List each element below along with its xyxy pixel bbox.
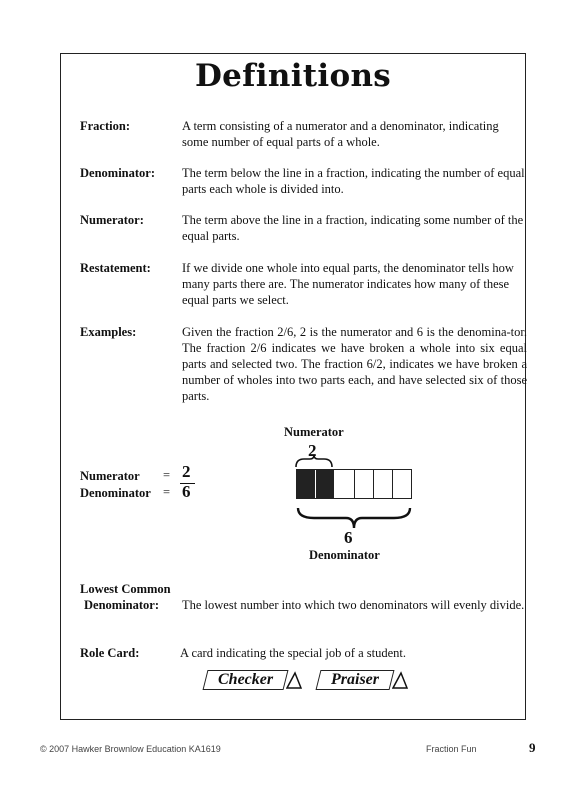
bar-cell [335,470,354,498]
definition-denominator: The term below the line in a fraction, indicating the number of equal parts each whole is divided into. [182,166,525,196]
term-lowest-common: Lowest Common [80,582,171,596]
definition-examples: Given the fraction 2/6, 2 is the numerator and 6 is the denomina-tor. The fraction 2/6 indicates we have broken a whole into six equal parts and selected two. The fraction 6/2, indicates we have broken a number of wholes into two parts each, and have selected six of those parts. [182,325,527,403]
fraction-denominator-value: 6 [182,482,191,501]
definition-fraction: A term consisting of a numerator and a denominator, indicating some number of equal parts of a whole. [182,119,499,149]
term-role-card: Role Card: [80,646,140,660]
footer-book-title: Fraction Fun [426,744,477,754]
fraction-denominator-label: Denominator [80,486,151,500]
bar-cell-selected [297,470,316,498]
diagram-denominator-value: 6 [344,528,353,547]
bar-cell [374,470,393,498]
bar-cell-selected [316,470,335,498]
equals-sign: = [163,468,171,482]
bar-cell [393,470,411,498]
diagram-numerator-value: 2 [308,441,317,460]
fraction-numerator-value: 2 [182,462,191,481]
numerator-brace-icon [294,455,334,469]
role-card-checker [205,670,302,690]
term-examples: Examples: [80,325,137,339]
definition-role-card: A card indicating the special job of a student. [180,646,406,660]
fraction-bar-diagram [296,469,412,499]
term-denominator: Denominator: [80,166,155,180]
denominator-brace-icon [294,506,414,530]
definition-restatement: If we divide one whole into equal parts, the denominator tells how many parts there are. The numerator indicates how many of these equal parts we select. [182,261,514,307]
footer-copyright: © 2007 Hawker Brownlow Education KA1619 [40,744,221,754]
fraction-numerator-label: Numerator [80,469,140,483]
page-title: Definitions [194,58,392,94]
card-tab-icon [392,671,408,689]
term-numerator: Numerator: [80,213,144,227]
bar-cell [355,470,374,498]
equals-sign: = [163,485,171,499]
definition-lowest-common-denominator: The lowest number into which two denominators will evenly divide. [182,598,525,612]
page-number: 9 [529,740,536,755]
diagram-denominator-label: Denominator [309,548,380,562]
diagram-numerator-label: Numerator [284,425,344,439]
card-tab-icon [286,671,302,689]
term-restatement: Restatement: [80,261,151,275]
role-card-praiser [318,670,408,690]
role-card-praiser-label: Praiser [331,671,379,688]
term-lowest-common-denominator: Denominator: [84,598,159,612]
term-fraction: Fraction: [80,119,130,133]
role-card-checker-label: Checker [218,671,274,688]
definition-numerator: The term above the line in a fraction, indicating some number of the equal parts. [182,213,524,243]
